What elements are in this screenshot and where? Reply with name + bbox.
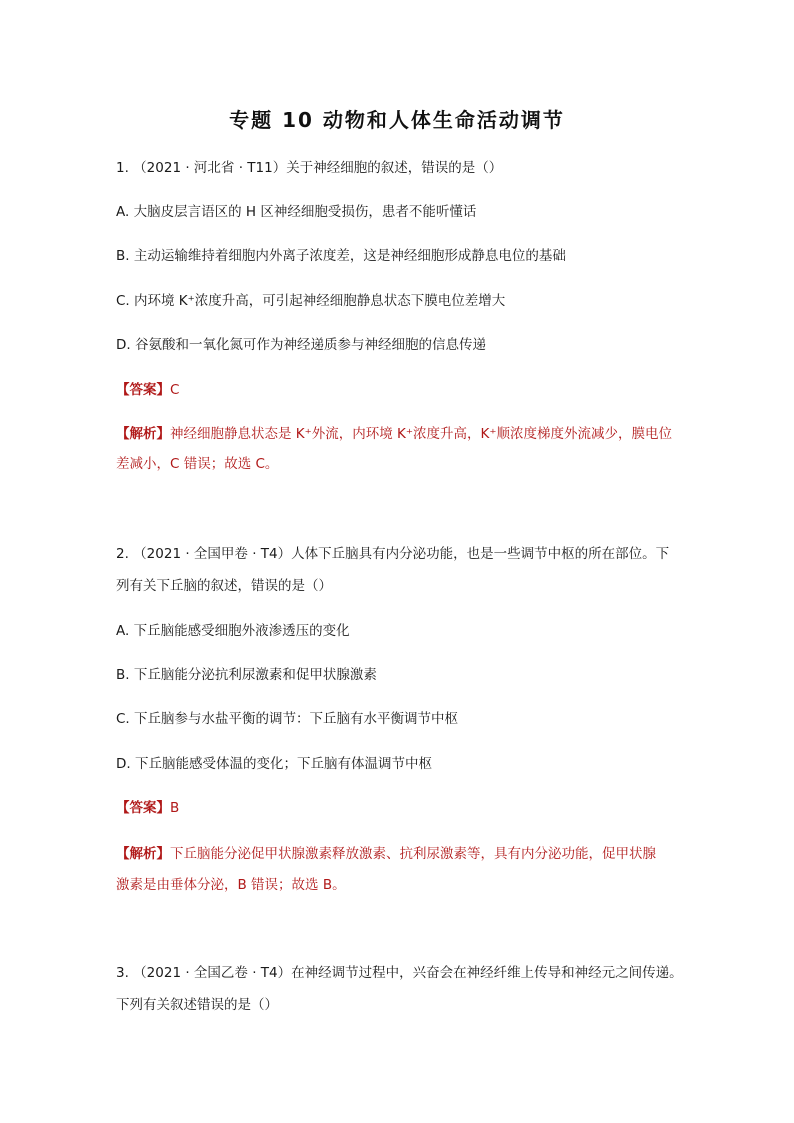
question-2-analysis-line-2: 激素是由垂体分泌，B 错误；故选 B。 <box>116 877 346 893</box>
answer-value: C <box>170 382 180 398</box>
question-1-analysis-line-2: 差减小，C 错误；故选 C。 <box>116 456 279 472</box>
analysis-text: 神经细胞静息状态是 K⁺外流，内环境 K⁺浓度升高，K⁺顺浓度梯度外流减少，膜电位 <box>170 426 673 442</box>
question-3-stem-line-2: 下列有关叙述错误的是（） <box>116 997 278 1013</box>
question-2-analysis-line-1 <box>116 841 688 867</box>
question-1-option-a: A. 大脑皮层言语区的 H 区神经细胞受损伤，患者不能听懂话 <box>116 204 477 220</box>
question-1-option-d: D. 谷氨酸和一氧化氮可作为神经递质参与神经细胞的信息传递 <box>116 337 486 353</box>
analysis-text: 下丘脑能分泌促甲状腺激素释放激素、抗利尿激素等，具有内分泌功能，促甲状腺 <box>170 846 656 862</box>
question-2-stem-line-1: 2. （2021 · 全国甲卷 · T4）人体下丘脑具有内分泌功能，也是一些调节中枢的所在部位。下 <box>116 546 670 562</box>
answer-value: B <box>170 800 180 816</box>
question-1-analysis-line-1 <box>116 421 688 447</box>
question-1-stem: 1. （2021 · 河北省 · T11）关于神经细胞的叙述，错误的是（） <box>116 160 503 176</box>
answer-tag: 【答案】 <box>116 382 170 398</box>
question-2-option-c: C. 下丘脑参与水盐平衡的调节：下丘脑有水平衡调节中枢 <box>116 711 459 727</box>
question-1-answer <box>116 377 688 403</box>
answer-tag: 【答案】 <box>116 800 170 816</box>
question-2-answer <box>116 795 688 821</box>
question-2-option-d: D. 下丘脑能感受体温的变化；下丘脑有体温调节中枢 <box>116 756 432 772</box>
question-3-stem-line-1: 3. （2021 · 全国乙卷 · T4）在神经调节过程中，兴奋会在神经纤维上传导和神经元之间传递。 <box>116 965 683 981</box>
document-title: 专题 10 动物和人体生命活动调节 <box>229 108 565 132</box>
question-1-option-c: C. 内环境 K⁺浓度升高，可引起神经细胞静息状态下膜电位差增大 <box>116 293 506 309</box>
question-2-option-a: A. 下丘脑能感受细胞外液渗透压的变化 <box>116 623 350 639</box>
question-1-option-b: B. 主动运输维持着细胞内外离子浓度差，这是神经细胞形成静息电位的基础 <box>116 248 566 264</box>
question-2-option-b: B. 下丘脑能分泌抗利尿激素和促甲状腺激素 <box>116 667 377 683</box>
analysis-tag: 【解析】 <box>116 426 170 442</box>
question-2-stem-line-2: 列有关下丘脑的叙述，错误的是（） <box>116 578 332 594</box>
analysis-tag: 【解析】 <box>116 846 170 862</box>
